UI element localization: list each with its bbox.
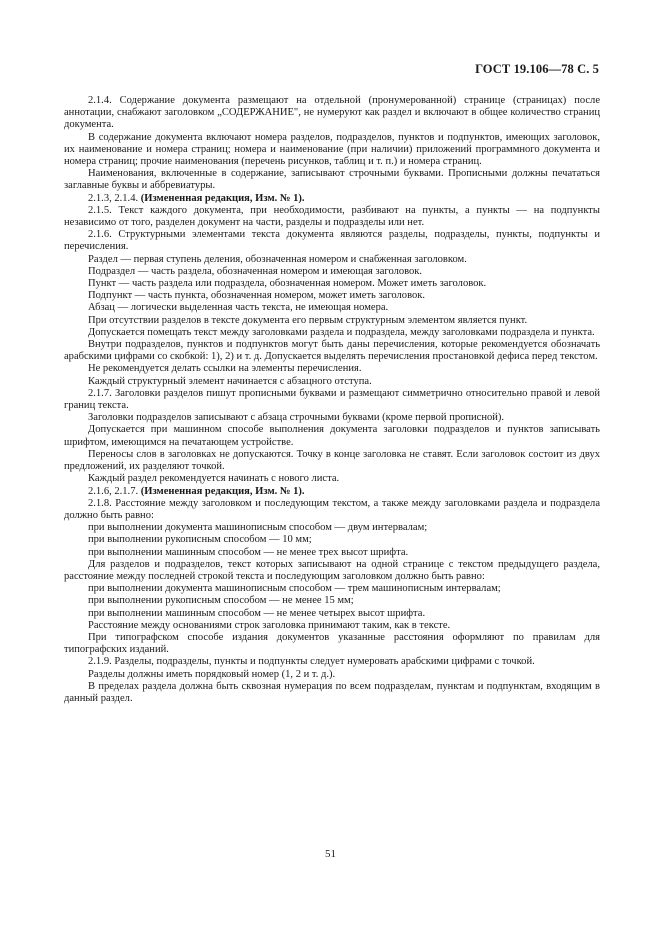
paragraph: Расстояние между основаниями строк заголовка принимают таким, как в тексте. xyxy=(88,619,451,631)
paragraph: 2.1.9. Разделы, подразделы, пункты и подпункты следует нумеровать арабскими цифрами с точкой. xyxy=(88,656,535,668)
paragraph: Внутри подразделов, пунктов и подпунктов могут быть даны перечисления, которые рекомендуется обозначать арабскими цифрами со скобкой: 1), 2) и т. д. Допускается выделять перечисления простановкой дефиса перед текстом. xyxy=(64,339,600,363)
paragraph xyxy=(64,193,600,205)
paragraph-prefix: 2.1.3, 2.1.4. xyxy=(88,192,141,204)
paragraph: Допускается при машинном способе выполнения документа заголовки подразделов и пунктов записывать шрифтом, имеющимся на печатающем устройстве. xyxy=(64,424,600,448)
paragraph: при выполнении рукописным способом — не менее 15 мм; xyxy=(88,595,354,607)
paragraph: при выполнении машинным способом — не менее трех высот шрифта. xyxy=(88,546,409,558)
paragraph: при выполнении документа машинописным способом — трем машинописным интервалам; xyxy=(88,583,501,595)
paragraph: при выполнении машинным способом — не менее четырех высот шрифта. xyxy=(88,607,426,619)
page-number: 51 xyxy=(325,848,336,860)
paragraph: Каждый раздел рекомендуется начинать с нового листа. xyxy=(88,473,340,485)
paragraph: Пункт — часть раздела или подраздела, обозначенная номером. Может иметь заголовок. xyxy=(88,278,487,290)
paragraph: 2.1.6. Структурными элементами текста документа являются разделы, подразделы, пункты, подпункты и перечисления. xyxy=(64,229,600,253)
paragraph: Переносы слов в заголовках не допускаются. Точку в конце заголовка не ставят. Если заголовок состоит из двух предложений, их разделяют точкой. xyxy=(64,448,600,473)
paragraph: Раздел — первая ступень деления, обозначенная номером и снабженная заголовком. xyxy=(88,253,467,265)
paragraph: Каждый структурный элемент начинается с абзацного отступа. xyxy=(88,375,372,387)
paragraph: При отсутствии разделов в тексте документа его первым структурным элементом является пункт. xyxy=(88,314,528,326)
paragraph: Не рекомендуется делать ссылки на элементы перечисления. xyxy=(88,363,362,375)
paragraph: 2.1.4. Содержание документа размещают на отдельной (пронумерованной) странице (страницах) после аннотации, снабжают заголовком „СОДЕРЖАНИЕ", не нумеруют как раздел и включают в общее количество страниц документа. xyxy=(64,95,600,131)
paragraph: Разделы должны иметь порядковый номер (1, 2 и т. д.). xyxy=(88,668,336,680)
paragraph: При типографском способе издания документов указанные расстояния оформляют по правилам для типографских изданий. xyxy=(64,631,600,656)
paragraph: Заголовки подразделов записывают с абзаца строчными буквами (кроме первой прописной). xyxy=(88,412,505,424)
paragraph: Абзац — логически выделенная часть текста, не имеющая номера. xyxy=(88,302,389,314)
paragraph: Подпункт — часть пункта, обозначенная номером, может иметь заголовок. xyxy=(88,290,426,302)
paragraph: при выполнении документа машинописным способом — двум интервалам; xyxy=(88,522,428,534)
paragraph: при выполнении рукописным способом — 10 мм; xyxy=(88,534,312,546)
paragraph: Подраздел — часть раздела, обозначенная номером и имеющая заголовок. xyxy=(88,265,423,277)
paragraph: 2.1.7. Заголовки разделов пишут прописными буквами и размещают симметрично относительно правой и левой границ текста. xyxy=(64,387,600,412)
amendment-note: (Измененная редакция, Изм. № 1). xyxy=(140,192,305,204)
paragraph-prefix: 2.1.6, 2.1.7. xyxy=(88,485,141,497)
paragraph: Наименования, включенные в содержание, записывают строчными буквами. Прописными должны печататься заглавные буквы и аббревиатуры. xyxy=(64,168,600,192)
amendment-note: (Измененная редакция, Изм. № 1). xyxy=(140,485,305,497)
paragraph: 2.1.8. Расстояние между заголовком и последующим текстом, а также между заголовками раздела и подраздела должно быть равно: xyxy=(64,497,600,521)
document-body xyxy=(64,95,600,705)
paragraph: В пределах раздела должна быть сквозная нумерация по всем подразделам, пунктам и подпунктам, входящим в данный раздел. xyxy=(64,680,600,704)
paragraph xyxy=(64,486,600,498)
paragraph: Для разделов и подразделов, текст которых записывают на одной странице с текстом предыдущего раздела, расстояние между последней строкой текста и последующим заголовком должно быть равно: xyxy=(64,558,600,582)
paragraph: В содержание документа включают номера разделов, подразделов, пунктов и подпунктов, имеющих заголовок, их наименование и номера страниц; номера и наименование (при наличии) приложений программного документа и номера страниц; прочие наименования (перечень рисунков, таблиц и т. п.) и номера страниц. xyxy=(64,131,600,168)
paragraph: 2.1.5. Текст каждого документа, при необходимости, разбивают на пункты, а пункты — на подпункты независимо от того, разделен документ на части, разделы и подразделы или нет. xyxy=(64,204,600,229)
document-header: ГОСТ 19.106—78 С. 5 xyxy=(475,62,599,76)
paragraph: Допускается помещать текст между заголовками раздела и подраздела, между заголовками подраздела и пункта. xyxy=(88,326,595,338)
